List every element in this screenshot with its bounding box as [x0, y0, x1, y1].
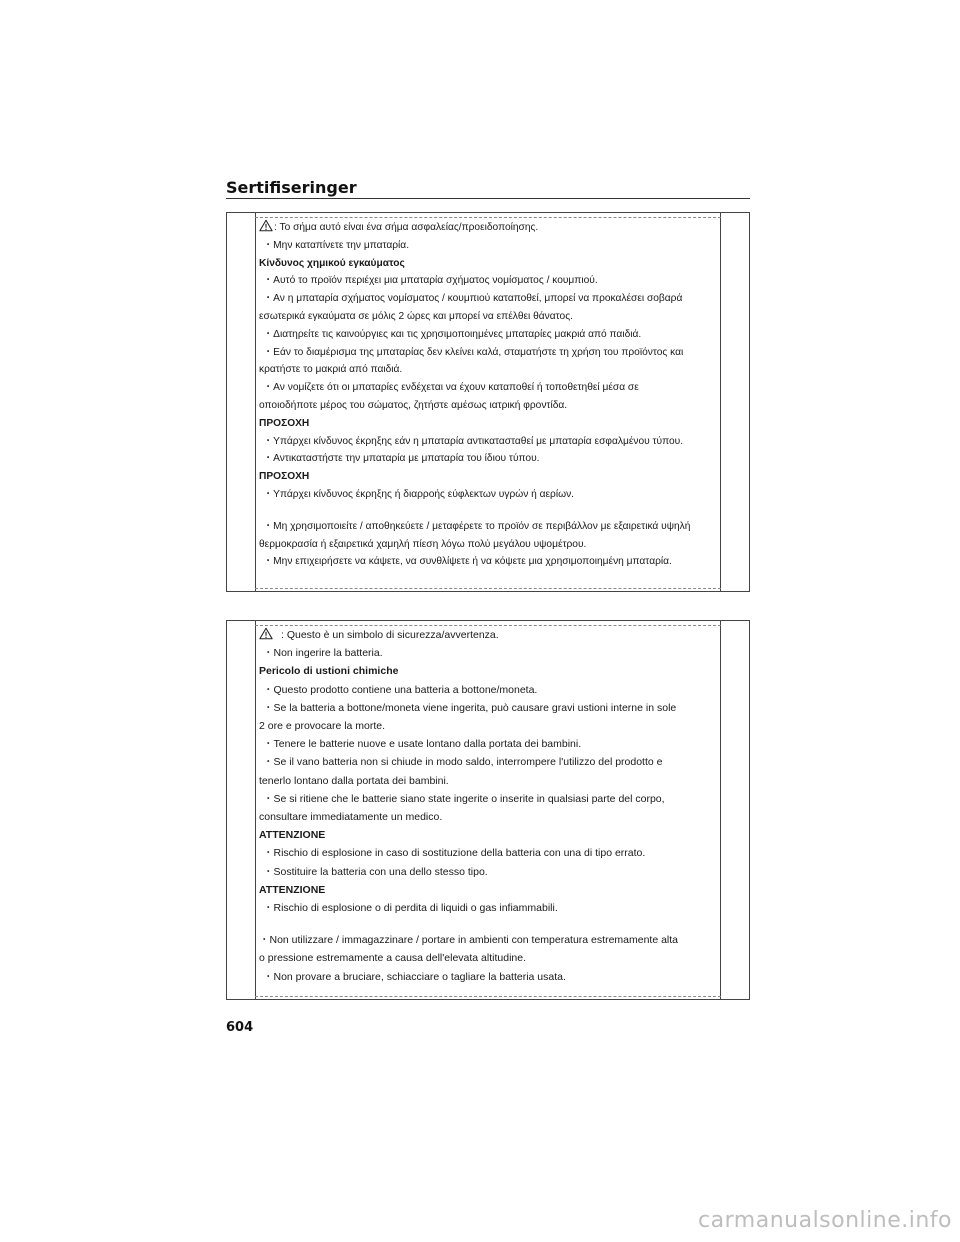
section-title: Sertifiseringer	[226, 178, 357, 197]
italian-text-line: ・Non provare a bruciare, schiacciare o tagliare la batteria usata.	[263, 970, 566, 983]
greek-text-line: κρατήστε το μακριά από παιδιά.	[259, 364, 403, 376]
greek-text-line: ・Αν νομίζετε ότι οι μπαταρίες ενδέχεται να έχουν καταποθεί ή τοποθετηθεί μέσα σε	[263, 382, 639, 394]
greek-text-line: θερμοκρασία ή εξαιρετικά χαμηλή πίεση λόγω πολύ μεγάλου υψομέτρου.	[259, 538, 587, 550]
box-border-left	[255, 621, 256, 999]
warning-triangle-icon	[259, 627, 273, 640]
greek-text-line: ・Αν η μπαταρία σχήματος νομίσματος / κουμπιού καταποθεί, μπορεί να προκαλέσει σοβαρά	[263, 293, 683, 305]
italian-intro-line	[259, 626, 719, 644]
greek-text-line: ・Μη χρησιμοποιείτε / αποθηκεύετε / μεταφέρετε το προϊόν σε περιβάλλον με εξαιρετικά υψηλή	[263, 520, 691, 532]
greek-heading: Κίνδυνος χημικού εγκαύματος	[259, 257, 405, 269]
greek-spacer	[259, 504, 719, 518]
italian-text-line: tenerlo lontano dalla portata dei bambini.	[259, 774, 449, 787]
italian-heading: Pericolo di ustioni chimiche	[259, 665, 399, 678]
italian-warning-text	[259, 626, 719, 986]
greek-text-line: εσωτερικά εγκαύματα σε μόλις 2 ώρες και μπορεί να επέλθει θάνατος.	[259, 310, 573, 322]
greek-text-line: ・Διατηρείτε τις καινούργιες και τις χρησιμοποιημένες μπαταρίες μακριά από παιδιά.	[263, 328, 642, 340]
box-dashed-top	[255, 217, 721, 218]
greek-heading: ΠΡΟΣΟΧΗ	[259, 471, 310, 483]
italian-text-line: 2 ore e provocare la morte.	[259, 720, 386, 733]
italian-heading: ATTENZIONE	[259, 829, 326, 842]
box-dashed-bottom	[255, 588, 721, 589]
italian-text-line: o pressione estremamente a causa dell'elevata altitudine.	[259, 952, 526, 965]
italian-text-line: ・Questo prodotto contiene una batteria a bottone/moneta.	[263, 683, 538, 696]
greek-text-line: ・Αντικαταστήστε την μπαταρία με μπαταρία του ίδιου τύπου.	[263, 453, 540, 465]
box-dashed-bottom	[255, 996, 721, 997]
greek-intro-text: : Το σήμα αυτό είναι ένα σήμα ασφαλείας/προειδοποίησης.	[274, 222, 539, 233]
italian-text-line: ・Se il vano batteria non si chiude in modo saldo, interrompere l'utilizzo del prodotto e	[263, 756, 663, 769]
greek-text-line: ・Μην καταπίνετε την μπαταρία.	[263, 239, 410, 251]
italian-text-line: consultare immediatamente un medico.	[259, 811, 443, 824]
italian-text-line: ・Non utilizzare / immagazzinare / portare in ambienti con temperatura estremamente alta	[259, 934, 679, 947]
box-border-right	[720, 621, 721, 999]
italian-text-line: ・Tenere le batterie nuove e usate lontano dalla portata dei bambini.	[263, 738, 582, 751]
title-divider	[226, 198, 750, 199]
italian-text-line: ・Se si ritiene che le batterie siano state ingerite o inserite in qualsiasi parte del corpo,	[263, 792, 665, 805]
italian-text-line: ・Se la batteria a bottone/moneta viene ingerita, può causare gravi ustioni interne in sole	[263, 701, 677, 714]
greek-warning-text	[259, 219, 719, 571]
italian-intro-text: : Questo è un simbolo di sicurezza/avvertenza.	[281, 629, 499, 641]
greek-text-line: ・Υπάρχει κίνδυνος έκρηξης εάν η μπαταρία αντικατασταθεί με μπαταρία εσφαλμένου τύπου.	[263, 435, 684, 447]
italian-text-line: ・Rischio di esplosione o di perdita di liquidi o gas infiammabili.	[263, 902, 558, 915]
greek-text-line: ・Εάν το διαμέρισμα της μπαταρίας δεν κλείνει καλά, σταματήστε τη χρήση του προϊόντος και	[263, 346, 684, 358]
watermark: carmanualsonline.info	[698, 1208, 952, 1233]
italian-text-line: ・Non ingerire la batteria.	[263, 647, 383, 660]
italian-warning-box	[226, 620, 750, 1000]
page-number: 604	[226, 1020, 254, 1035]
greek-intro-line	[259, 219, 719, 237]
italian-heading: ATTENZIONE	[259, 883, 326, 896]
box-border-right	[720, 213, 721, 591]
greek-warning-box	[226, 212, 750, 592]
italian-text-line: ・Sostituire la batteria con una dello stesso tipo.	[263, 865, 488, 878]
italian-spacer	[259, 917, 719, 931]
warning-triangle-icon	[259, 219, 273, 232]
italian-text-line: ・Rischio di esplosione in caso di sostituzione della batteria con una di tipo errato.	[263, 847, 646, 860]
greek-text-line: ・Αυτό το προϊόν περιέχει μια μπαταρία σχήματος νομίσματος / κουμπιού.	[263, 275, 598, 287]
greek-text-line: ・Μην επιχειρήσετε να κάψετε, να συνθλίψετε ή να κόψετε μια χρησιμοποιημένη μπαταρία.	[263, 556, 672, 568]
greek-heading: ΠΡΟΣΟΧΗ	[259, 417, 310, 429]
greek-text-line: ・Υπάρχει κίνδυνος έκρηξης ή διαρροής εύφλεκτων υγρών ή αερίων.	[263, 488, 574, 500]
greek-text-line: οποιοδήποτε μέρος του σώματος, ζητήστε αμέσως ιατρική φροντίδα.	[259, 399, 568, 411]
box-border-left	[255, 213, 256, 591]
